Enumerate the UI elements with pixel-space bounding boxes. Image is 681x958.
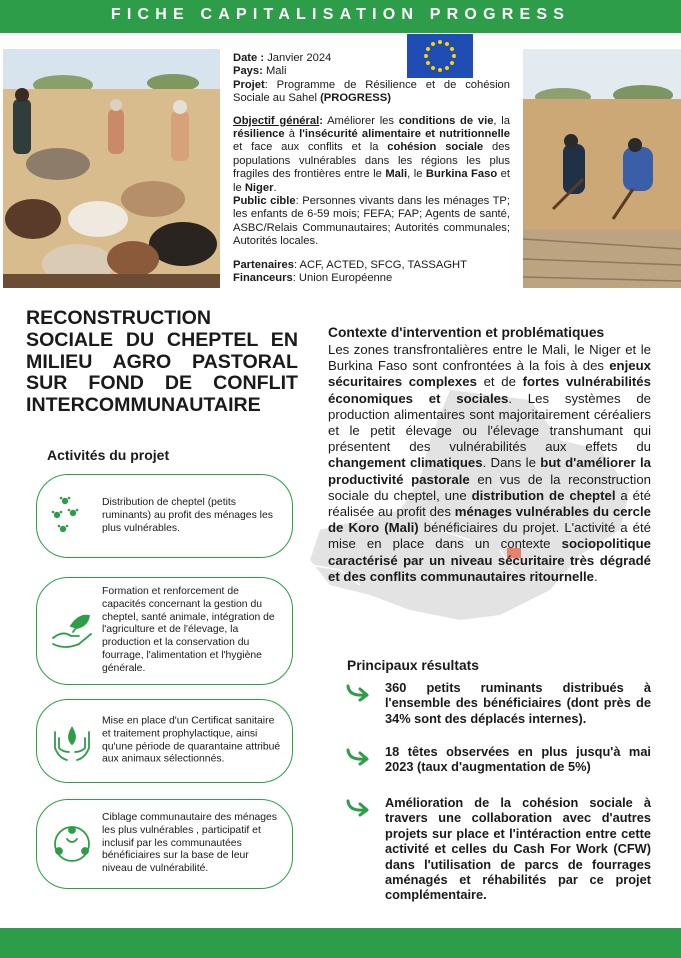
activities-heading: Activités du projet bbox=[47, 447, 170, 463]
result-text: 18 têtes observées en plus jusqu'à mai 2023 (taux d'augmentation de 5%) bbox=[385, 744, 651, 775]
context-text: a été réalisée au profit des bbox=[328, 487, 651, 520]
objective-text: Améliorer les bbox=[327, 114, 394, 127]
project-line bbox=[233, 79, 510, 106]
result-item bbox=[345, 744, 651, 775]
objective-label: Objectif général bbox=[233, 114, 320, 127]
context-bold: sociopolitique caractérisé par un niveau sécuritaire très dégradé et des conflits communautaires ritournelle bbox=[328, 536, 651, 584]
target-value: : Personnes vivants dans les ménages TP; les enfants de 6-59 mois; FEFA; FAP; Agents de santé, ASBC/Relais Communautaires; Autorités communales; Autorités locales. bbox=[233, 195, 511, 248]
objective-text: et le bbox=[233, 168, 510, 194]
goats-herders-photo bbox=[3, 49, 220, 288]
goats-scene-illustration bbox=[3, 49, 220, 288]
objective-text: et face aux conflits et la bbox=[233, 141, 379, 154]
result-item bbox=[345, 795, 651, 903]
context-bold: ménages vulnérables du cercle de Koro (Mali) bbox=[328, 504, 651, 536]
document-title: FICHE CAPITALISATION PROGRESS bbox=[110, 6, 571, 23]
spacer bbox=[233, 249, 510, 259]
context-bold: fortes vulnérabilités économiques et sociales bbox=[328, 374, 651, 406]
results-heading: Principaux résultats bbox=[347, 658, 479, 673]
activity-text: Distribution de cheptel (petits ruminants) au profit des ménages les plus vulnérables. bbox=[102, 496, 273, 534]
context-text: . Les systèmes de production alimentaires sont majoritairement céréaliers et le petit élevage ou l'élevage transhumant qui présentent des vulnérabilités aux effets du bbox=[328, 390, 651, 455]
workers-digging-photo bbox=[523, 49, 681, 288]
partners-label: Partenaires bbox=[233, 258, 294, 271]
curved-arrow-icon bbox=[345, 795, 371, 817]
spacer bbox=[233, 106, 510, 115]
project-value: : Programme de Résilience et de cohésion Sociale au Sahel bbox=[233, 78, 510, 105]
workers-scene-illustration bbox=[523, 49, 681, 288]
context-text: et de bbox=[483, 374, 516, 390]
context-bold: distribution de cheptel bbox=[471, 487, 616, 503]
activity-card bbox=[36, 699, 293, 783]
context-bold: changement climatiques bbox=[328, 455, 483, 471]
context-paragraph bbox=[328, 342, 651, 585]
certificate-hands-icon bbox=[49, 718, 95, 764]
community-icon bbox=[49, 821, 95, 867]
context-bold: but d'améliorer la productivité pastorale bbox=[328, 455, 651, 487]
activity-card bbox=[36, 799, 293, 889]
target-label: Public cible bbox=[233, 195, 296, 208]
objective-bold: résilience bbox=[233, 128, 285, 141]
funders-label: Financeurs bbox=[233, 272, 293, 285]
date-value: Janvier 2024 bbox=[267, 52, 332, 64]
partners-value: : ACF, ACTED, SFCG, TASSAGHT bbox=[293, 258, 467, 271]
objective-bold: conditions de vie bbox=[398, 114, 494, 127]
objective-colon: : bbox=[319, 114, 323, 127]
date-line bbox=[233, 52, 510, 65]
footer-banner bbox=[0, 928, 681, 958]
context-text: bénéficiaires du projet. L'activité a été mise en place dans un contexte bbox=[328, 520, 651, 552]
context-text: . bbox=[594, 568, 598, 584]
project-info bbox=[233, 52, 510, 286]
project-label: Projet bbox=[233, 78, 265, 91]
country-value: Mali bbox=[265, 65, 287, 78]
objective-paragraph bbox=[233, 115, 510, 195]
objective-bold: cohésion sociale bbox=[387, 141, 484, 154]
objective-text: . bbox=[273, 181, 277, 194]
objective-bold: Mali bbox=[385, 168, 408, 181]
objective-bold: Burkina Faso bbox=[425, 168, 498, 181]
objective-text: à bbox=[288, 128, 295, 141]
objective-text: , le bbox=[407, 168, 423, 181]
result-text: 360 petits ruminants distribués à l'ensemble des bénéficiaires (dont près de 34% sont des déplacés internes). bbox=[385, 680, 651, 726]
country-line bbox=[233, 65, 510, 78]
activity-text: Ciblage communautaire des ménages les plus vulnérables , participatif et inclusif par les communautées bénéficiaires sur la base de leur niveau de vulnérabilité. bbox=[102, 812, 278, 875]
objective-text: des populations vulnérables dans les régions les plus fragiles des frontières entre le bbox=[233, 141, 511, 181]
funders-value: : Union Européenne bbox=[292, 272, 393, 285]
header-banner bbox=[0, 0, 681, 33]
curved-arrow-icon bbox=[345, 680, 371, 702]
curved-arrow-icon bbox=[345, 744, 371, 766]
objective-text: , la bbox=[493, 114, 510, 127]
funders-line bbox=[233, 272, 510, 285]
target-line bbox=[233, 195, 510, 249]
result-text: Amélioration de la cohésion sociale à travers une collaboration avec d'autres projets sur place et l'intéraction entre cette activité et celles du Cash For Work (CFW) dans l'utilisation de parcs de fourrages aménagés et réhabilités par ce projet complémentaire. bbox=[385, 795, 651, 903]
date-label: Date : bbox=[233, 52, 265, 64]
objective-bold: l'insécurité alimentaire et nutritionnelle bbox=[299, 128, 511, 141]
context-text: Les zones transfrontalières entre le Mali, le Niger et le Burkina Faso sont confrontées à la fois à des bbox=[328, 342, 651, 374]
partners-line bbox=[233, 259, 510, 272]
activity-text: Mise en place d'un Certificat sanitaire et traitement prophylactique, ainsi qu'une période de quarantaine attribué aux animaux sélectionnés. bbox=[102, 715, 281, 765]
result-item bbox=[345, 680, 651, 726]
context-bold: enjeux sécuritaires complexes bbox=[328, 358, 651, 390]
context-heading: Contexte d'intervention et problématiques bbox=[328, 325, 605, 340]
hands-leaf-icon bbox=[49, 608, 95, 654]
activity-card bbox=[36, 577, 293, 685]
context-text: en vus de la reconstruction sociale du cheptel, une bbox=[328, 471, 651, 503]
activity-card bbox=[36, 474, 293, 558]
main-title: RECONSTRUCTION SOCIALE DU CHEPTEL EN MILIEU AGRO PASTORAL SUR FOND DE CONFLIT INTERCOMMUNAUTAIRE bbox=[26, 307, 298, 417]
activity-text: Formation et renforcement de capacités concernant la gestion du cheptel, santé animale, intégration de l'agriculture et de l'élevage, la production et la conservation du fourrage, l'alimentation et l'hygiène générale. bbox=[102, 586, 275, 674]
objective-bold: Niger bbox=[244, 181, 274, 194]
paw-prints-icon bbox=[49, 493, 95, 539]
country-label: Pays: bbox=[233, 65, 263, 78]
context-text: . Dans le bbox=[482, 455, 536, 471]
project-acronym: (PROGRESS) bbox=[320, 92, 391, 105]
